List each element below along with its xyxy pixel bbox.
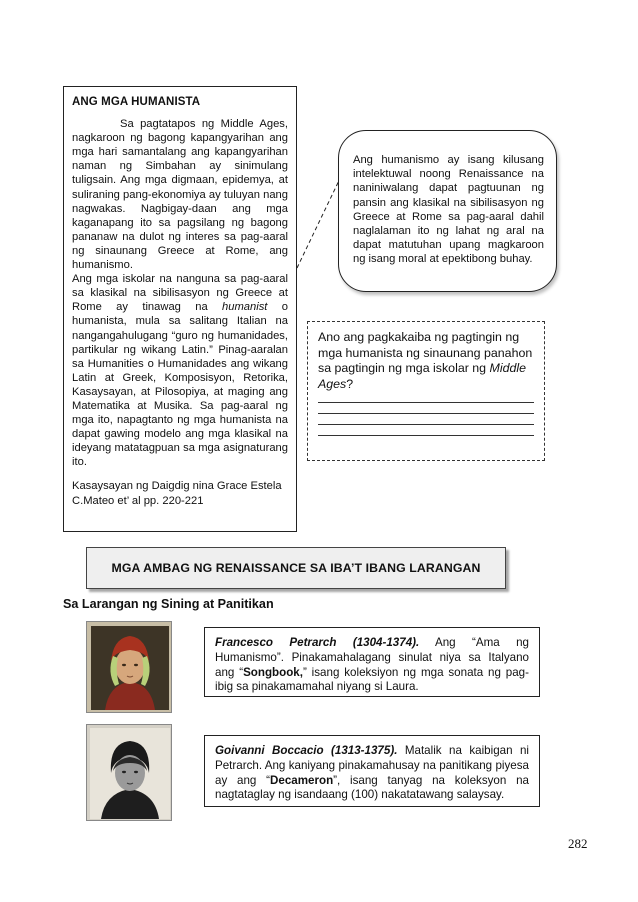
source-citation: Kasaysayan ng Daigdig nina Grace Estela C.Mateo et’ al pp. 220-221 (72, 480, 282, 507)
petrarch-text-2: ” isang koleksiyon ng mga sonata ng pag-ibig sa pinakamamahal niyang si Laura. (215, 665, 529, 694)
boccaccio-bio (204, 735, 540, 807)
petrarch-bio (204, 627, 540, 697)
question-middle-ages: Middle Ages (318, 361, 527, 391)
answer-line[interactable] (318, 414, 534, 425)
humanista-box (63, 86, 297, 532)
section-banner-title: MGA AMBAG NG RENAISSANCE SA IBA’T IBANG LARANGAN (111, 561, 481, 575)
section-banner (86, 547, 506, 589)
subheading: Sa Larangan ng Sining at Panitikan (63, 597, 274, 611)
humanist-term: humanist (222, 301, 268, 314)
humanista-paragraph-1: Sa pagtatapos ng Middle Ages, nagkaroon ng bagong kapangyarihan ang mga hari samantalang ang kapangyarihan naman ng Simbahan ay sinimulang tuligsain. Ang mga digmaan, epidemya, at suliraning pang-ekonomiya ay tuluyan nang nagwakas. Nagbigay-daan ang mga kaganapang ito sa pagsilang ng bagong pananaw na dulot ng interes sa pag-aaral ng sinaunang Greece at Rome, ang humanismo. (72, 118, 288, 272)
petrarch-name: Francesco Petrarch (1304-1374). (215, 636, 420, 649)
petrarch-text-1: Ang “Ama ng Humanismo”. Pinakamahalagang sinulat niya sa Italyano ang “ (215, 636, 530, 679)
humanista-title: ANG MGA HUMANISTA (72, 96, 201, 108)
petrarch-portrait (86, 621, 172, 713)
answer-line[interactable] (318, 392, 534, 403)
boccaccio-text-2: ”, isang tanyag na koleksyon na nagtataglay ng isandaang (100) nakatatawang salaysay. (215, 773, 529, 802)
question-box (307, 321, 545, 461)
humanista-paragraph-2-start: Ang mga iskolar na nanguna sa pag-aaral sa klasikal na sibilisasyon ng Greece at Rome ay tinawag na (72, 273, 288, 314)
question-text (318, 330, 536, 392)
petrarch-songbook: Songbook, (243, 665, 303, 679)
definition-bubble: Ang humanismo ay isang kilusang intelektuwal noong Renaissance na naniniwalang dapat pagtuunan ng pansin ang klasikal na sibilisasyon ng Greece at Rome sa pag-aaral dahil naglalaman ito ng lahat ng aral na dapat matutuhan upang magkaroon ng isang moral at epektibong buhay. (338, 130, 557, 292)
question-text-start: Ano ang pagkakaiba ng pagtingin ng mga humanista ng sinaunang panahon sa pagtingin ng mga iskolar ng (318, 330, 533, 375)
page-number: 282 (568, 836, 588, 851)
boccaccio-portrait (86, 724, 172, 821)
humanista-paragraph-2-end: o humanista, mula sa salitang Italian na nangangahulugang “guro ng humanidades, partikular ng wikang Latin.” Pinag-aaralan sa Humanities o Humanidades ang wikang Latin at Greek, Komposisyon, Retorika, Kasaysayan, at Pilosopiya, at maging ang Matematika at Musika. Sa pag-aaral ng mga ito, napagtanto ng mga humanista na dapat gawing modelo ang mga klasikal na ideyang matatagpuan sa mga asignaturang ito. (72, 301, 288, 469)
boccaccio-name: Goivanni Boccacio (1313-1375). (215, 744, 398, 757)
boccaccio-decameron: Decameron (270, 773, 334, 787)
answer-line[interactable] (318, 403, 534, 414)
question-mark: ? (346, 376, 354, 391)
answer-line[interactable] (318, 425, 534, 436)
boccaccio-text-1: Matalik na kaibigan ni Petrarch. Ang kaniyang pinakamahusay na panitikang piyesa ay ang “ (215, 744, 530, 787)
humanista-paragraph-2 (72, 272, 288, 469)
